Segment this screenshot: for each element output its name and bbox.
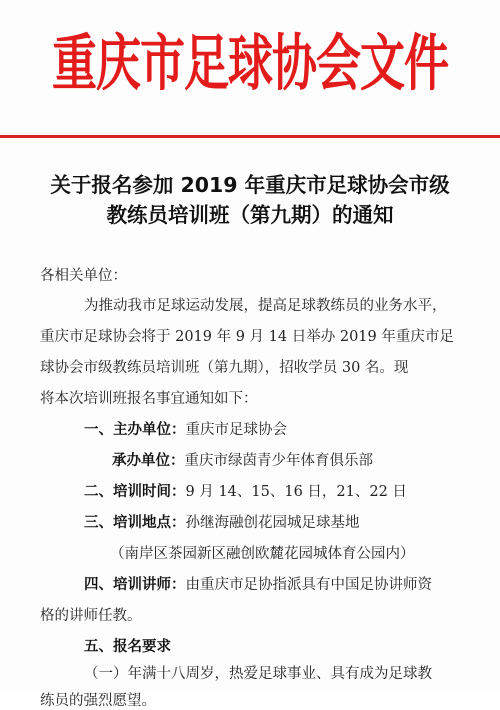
section-location-heading: 三、培训地点： (84, 515, 186, 531)
section-organizer-heading: 一、主办单位： (84, 422, 186, 438)
requirement-item-1-line-2: 练员的强烈愿望。 (40, 693, 156, 709)
requirement-item-1-line-1: （一）年满十八周岁，热爱足球事业、具有成为足球教 (84, 666, 432, 682)
notice-title-line-1: 关于报名参加 2019 年重庆市足球协会市级 (50, 173, 450, 197)
section-location-value: 孙继海融创花园城足球基地 (185, 515, 360, 531)
section-lecturer-value: 由重庆市足协指派具有中国足协讲师资 (185, 577, 432, 593)
section-lecturer-continued: 格的讲师任教。 (40, 608, 142, 624)
notice-title (0, 170, 500, 230)
intro-line-1: 为推动我市足球运动发展，提高足球教练员的业务水平， (84, 298, 447, 314)
section-host (112, 449, 373, 470)
section-time-value: 9 月 14、15、16 日，21、22 日 (185, 484, 407, 500)
section-location-note: （南岸区茶园新区融创欧麓花园城体育公园内） (110, 546, 415, 562)
section-organizer-value: 重庆市足球协会 (185, 422, 287, 438)
salutation: 各相关单位： (40, 268, 127, 284)
section-time (84, 480, 407, 501)
section-requirements-heading: 五、报名要求 (84, 639, 171, 655)
section-time-heading: 二、培训时间： (84, 484, 186, 500)
section-host-value: 重庆市绿茵青少年体育俱乐部 (184, 453, 373, 469)
intro-line-4: 将本次培训班报名事宜通知如下： (40, 391, 258, 407)
letterhead-title: 重庆市足球协会文件 (51, 27, 448, 100)
letterhead-divider (0, 135, 500, 138)
section-lecturer (84, 573, 432, 594)
intro-line-3: 球协会市级教练员培训班（第九期），招收学员 30 名。现 (40, 360, 409, 376)
intro-line-2: 重庆市足球协会将于 2019 年 9 月 14 日举办 2019 年重庆市足 (40, 329, 454, 345)
notice-title-line-2: 教练员培训班（第九期）的通知 (106, 203, 394, 227)
section-host-heading: 承办单位： (112, 453, 185, 469)
section-lecturer-heading: 四、培训讲师： (84, 577, 186, 593)
section-organizer (84, 418, 287, 439)
section-location (84, 511, 360, 532)
